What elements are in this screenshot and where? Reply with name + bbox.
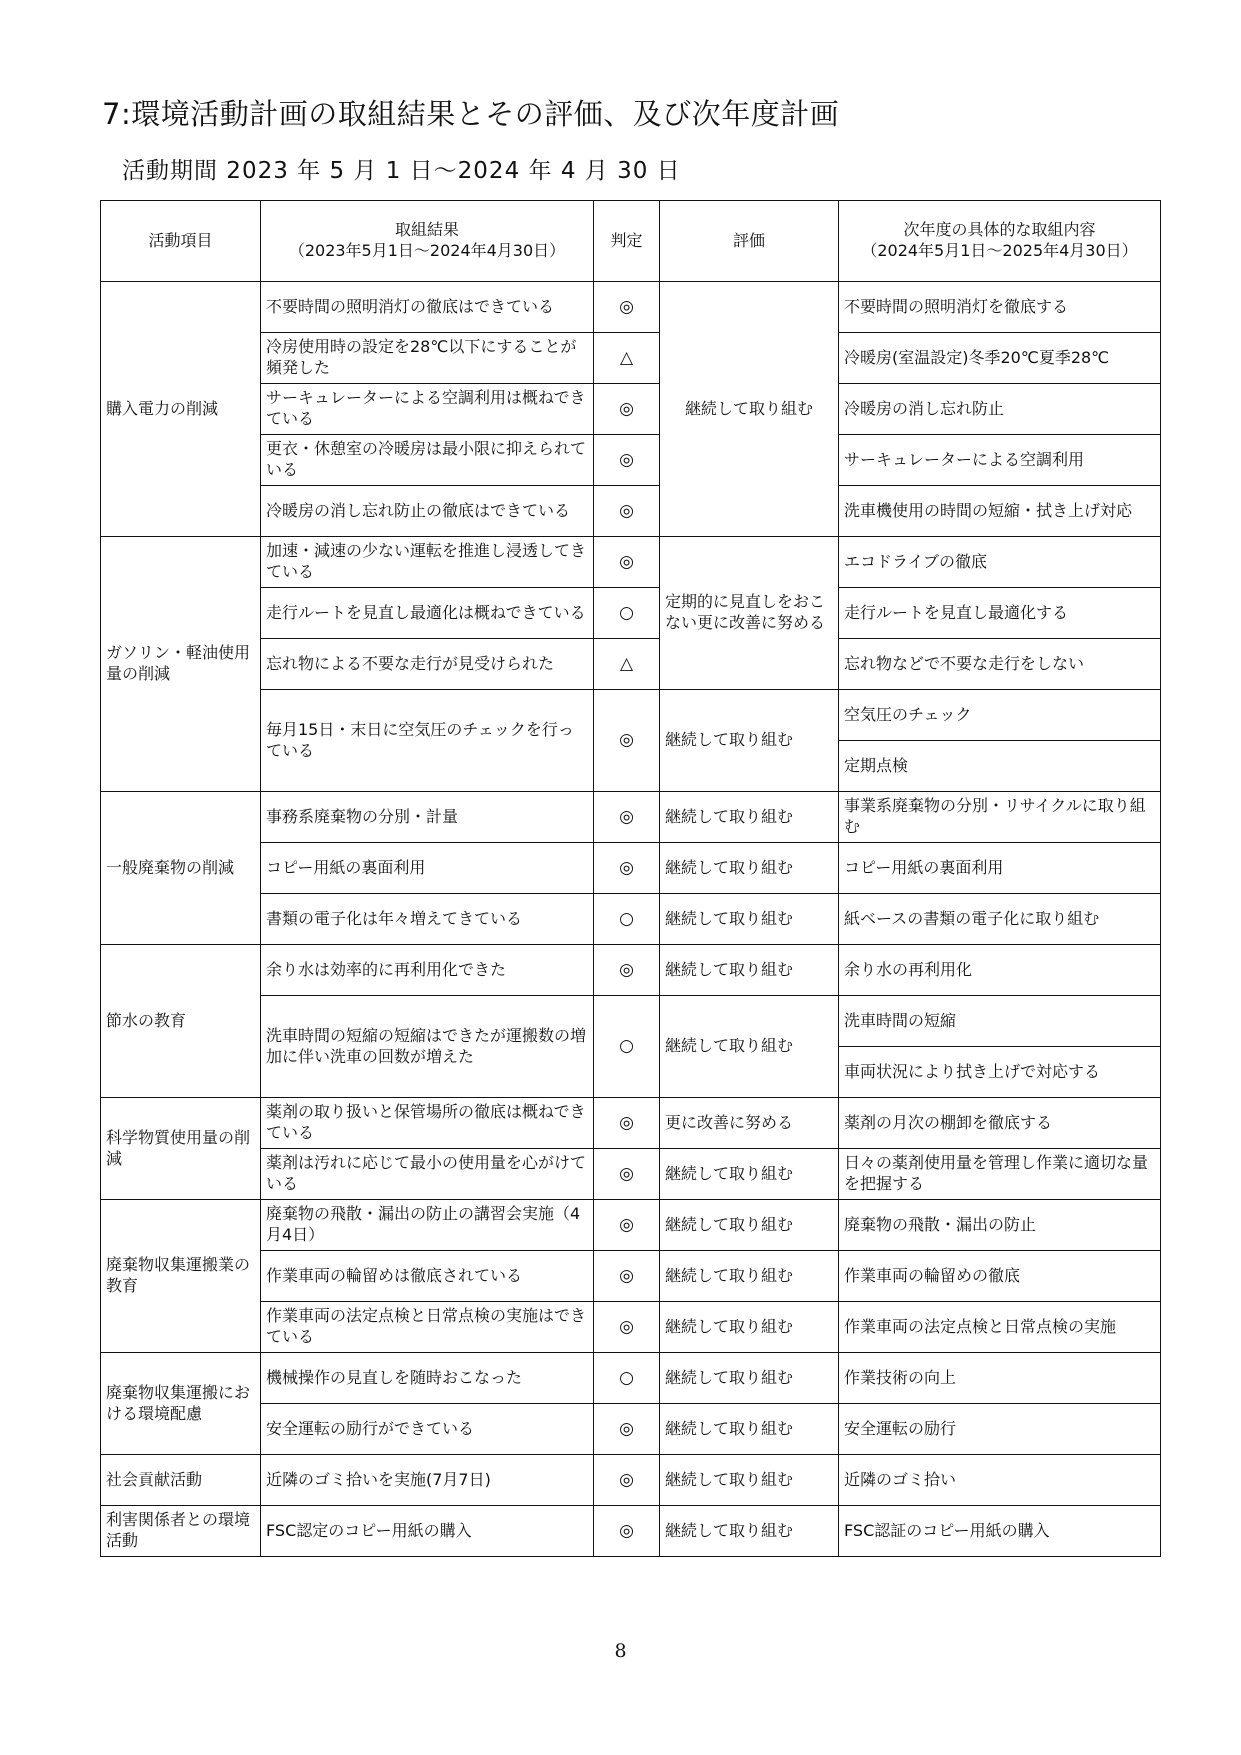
header-item: 活動項目 (101, 201, 261, 282)
next-plan-cell: 事業系廃棄物の分別・リサイクルに取り組む (839, 792, 1161, 843)
table-row (101, 282, 1161, 333)
evaluation-cell: 継続して取り組む (660, 996, 839, 1098)
header-next-title: 次年度の具体的な取組内容 (903, 220, 1096, 240)
header-result-title: 取組結果 (394, 220, 459, 240)
table-row (101, 945, 1161, 996)
result-cell: 加速・減速の少ない運転を推進し浸透してきている (261, 537, 594, 588)
next-plan-cell: 走行ルートを見直し最適化する (839, 588, 1161, 639)
result-cell: 近隣のゴミ拾いを実施(7月7日) (261, 1455, 594, 1506)
evaluation-cell: 継続して取り組む (660, 792, 839, 843)
judge-mark: ◎ (594, 1302, 660, 1353)
evaluation-cell: 継続して取り組む (660, 1200, 839, 1251)
header-judge: 判定 (594, 201, 660, 282)
activity-item: 科学物質使用量の削減 (101, 1098, 261, 1200)
judge-mark: ◎ (594, 486, 660, 537)
result-cell: 事務系廃棄物の分別・計量 (261, 792, 594, 843)
judge-mark: ◎ (594, 537, 660, 588)
next-plan-cell: 空気圧のチェック (839, 690, 1161, 741)
evaluation-cell: 継続して取り組む (660, 1404, 839, 1455)
next-plan-cell: 作業車両の法定点検と日常点検の実施 (839, 1302, 1161, 1353)
result-cell: 余り水は効率的に再利用化できた (261, 945, 594, 996)
result-cell: 薬剤の取り扱いと保管場所の徹底は概ねできている (261, 1098, 594, 1149)
evaluation-cell: 定期的に見直しをおこない更に改善に努める (660, 537, 839, 690)
result-cell: 走行ルートを見直し最適化は概ねできている (261, 588, 594, 639)
judge-mark: △ (594, 639, 660, 690)
result-cell: 廃棄物の飛散・漏出の防止の講習会実施（4月4日） (261, 1200, 594, 1251)
evaluation-cell: 継続して取り組む (660, 690, 839, 792)
evaluation-cell: 継続して取り組む (660, 1302, 839, 1353)
judge-mark: ◎ (594, 282, 660, 333)
activity-item: 節水の教育 (101, 945, 261, 1098)
judge-mark: ◎ (594, 1404, 660, 1455)
result-cell: 毎月15日・末日に空気圧のチェックを行っている (261, 690, 594, 792)
result-cell: 薬剤は汚れに応じて最小の使用量を心がけている (261, 1149, 594, 1200)
next-plan-cell: 安全運転の励行 (839, 1404, 1161, 1455)
page-number: 8 (614, 1640, 627, 1662)
result-cell: コピー用紙の裏面利用 (261, 843, 594, 894)
activity-item: 一般廃棄物の削減 (101, 792, 261, 945)
result-cell: 書類の電子化は年々増えてきている (261, 894, 594, 945)
result-cell: 冷暖房の消し忘れ防止の徹底はできている (261, 486, 594, 537)
result-cell: 作業車両の輪留めは徹底されている (261, 1251, 594, 1302)
result-cell: 機械操作の見直しを随時おこなった (261, 1353, 594, 1404)
judge-mark: ○ (594, 588, 660, 639)
next-plan-cell: 余り水の再利用化 (839, 945, 1161, 996)
next-plan-cell: エコドライブの徹底 (839, 537, 1161, 588)
judge-mark: ○ (594, 894, 660, 945)
next-plan-cell: 廃棄物の飛散・漏出の防止 (839, 1200, 1161, 1251)
next-plan-cell: 車両状況により拭き上げで対応する (839, 1047, 1161, 1098)
result-cell: FSC認定のコピー用紙の購入 (261, 1506, 594, 1557)
next-plan-cell: サーキュレーターによる空調利用 (839, 435, 1161, 486)
evaluation-cell: 継続して取り組む (660, 1506, 839, 1557)
activity-item: 廃棄物収集運搬業の教育 (101, 1200, 261, 1353)
judge-mark: ◎ (594, 384, 660, 435)
result-cell: 冷房使用時の設定を28℃以下にすることが頻発した (261, 333, 594, 384)
judge-mark: ◎ (594, 1098, 660, 1149)
evaluation-cell: 継続して取り組む (660, 1455, 839, 1506)
next-plan-cell: 作業技術の向上 (839, 1353, 1161, 1404)
judge-mark: ◎ (594, 945, 660, 996)
judge-mark: ◎ (594, 843, 660, 894)
judge-mark: ◎ (594, 1506, 660, 1557)
evaluation-cell: 更に改善に努める (660, 1098, 839, 1149)
next-plan-cell: 紙ベースの書類の電子化に取り組む (839, 894, 1161, 945)
next-plan-cell: FSC認証のコピー用紙の購入 (839, 1506, 1161, 1557)
table-row (101, 1200, 1161, 1251)
table-header-row (101, 201, 1161, 282)
table-row (101, 537, 1161, 588)
evaluation-cell: 継続して取り組む (660, 945, 839, 996)
judge-mark: ◎ (594, 690, 660, 792)
activity-item: 廃棄物収集運搬における環境配慮 (101, 1353, 261, 1455)
page-title: 7:環境活動計画の取組結果とその評価、及び次年度計画 (102, 97, 840, 131)
table-row (101, 1098, 1161, 1149)
header-evaluation: 評価 (660, 201, 839, 282)
evaluation-cell: 継続して取り組む (660, 843, 839, 894)
next-plan-cell: コピー用紙の裏面利用 (839, 843, 1161, 894)
judge-mark: ◎ (594, 435, 660, 486)
result-cell: 不要時間の照明消灯の徹底はできている (261, 282, 594, 333)
judge-mark: ○ (594, 996, 660, 1098)
activity-item: 購入電力の削減 (101, 282, 261, 537)
next-plan-cell: 近隣のゴミ拾い (839, 1455, 1161, 1506)
evaluation-cell: 継続して取り組む (660, 894, 839, 945)
next-plan-cell: 薬剤の月次の棚卸を徹底する (839, 1098, 1161, 1149)
activity-item: 社会貢献活動 (101, 1455, 261, 1506)
table-row (101, 1506, 1161, 1557)
judge-mark: ◎ (594, 1200, 660, 1251)
judge-mark: ○ (594, 1353, 660, 1404)
result-cell: 更衣・休憩室の冷暖房は最小限に抑えられている (261, 435, 594, 486)
header-next-period: （2024年5月1日～2025年4月30日） (861, 241, 1138, 260)
next-plan-cell: 洗車機使用の時間の短縮・拭き上げ対応 (839, 486, 1161, 537)
activity-period: 活動期間 2023 年 5 月 1 日～2024 年 4 月 30 日 (122, 158, 681, 184)
result-cell: 洗車時間の短縮の短縮はできたが運搬数の増加に伴い洗車の回数が増えた (261, 996, 594, 1098)
next-plan-cell: 定期点検 (839, 741, 1161, 792)
judge-mark: ◎ (594, 792, 660, 843)
next-plan-cell: 冷暖房の消し忘れ防止 (839, 384, 1161, 435)
evaluation-cell: 継続して取り組む (660, 282, 839, 537)
judge-mark: ◎ (594, 1251, 660, 1302)
judge-mark: ◎ (594, 1149, 660, 1200)
table-row (101, 792, 1161, 843)
activity-plan-table (100, 200, 1161, 1557)
header-next-plan (839, 201, 1161, 282)
evaluation-cell: 継続して取り組む (660, 1251, 839, 1302)
activity-item: 利害関係者との環境活動 (101, 1506, 261, 1557)
table-row (101, 1455, 1161, 1506)
result-cell: 安全運転の励行ができている (261, 1404, 594, 1455)
next-plan-cell: 忘れ物などで不要な走行をしない (839, 639, 1161, 690)
evaluation-cell: 継続して取り組む (660, 1353, 839, 1404)
judge-mark: △ (594, 333, 660, 384)
result-cell: 忘れ物による不要な走行が見受けられた (261, 639, 594, 690)
next-plan-cell: 冷暖房(室温設定)冬季20℃夏季28℃ (839, 333, 1161, 384)
activity-item: ガソリン・軽油使用量の削減 (101, 537, 261, 792)
result-cell: サーキュレーターによる空調利用は概ねできている (261, 384, 594, 435)
table-row (101, 1353, 1161, 1404)
evaluation-cell: 継続して取り組む (660, 1149, 839, 1200)
next-plan-cell: 不要時間の照明消灯を徹底する (839, 282, 1161, 333)
header-result (261, 201, 594, 282)
judge-mark: ◎ (594, 1455, 660, 1506)
header-result-period: （2023年5月1日～2024年4月30日） (288, 241, 566, 260)
next-plan-cell: 洗車時間の短縮 (839, 996, 1161, 1047)
next-plan-cell: 作業車両の輪留めの徹底 (839, 1251, 1161, 1302)
result-cell: 作業車両の法定点検と日常点検の実施はできている (261, 1302, 594, 1353)
next-plan-cell: 日々の薬剤使用量を管理し作業に適切な量を把握する (839, 1149, 1161, 1200)
